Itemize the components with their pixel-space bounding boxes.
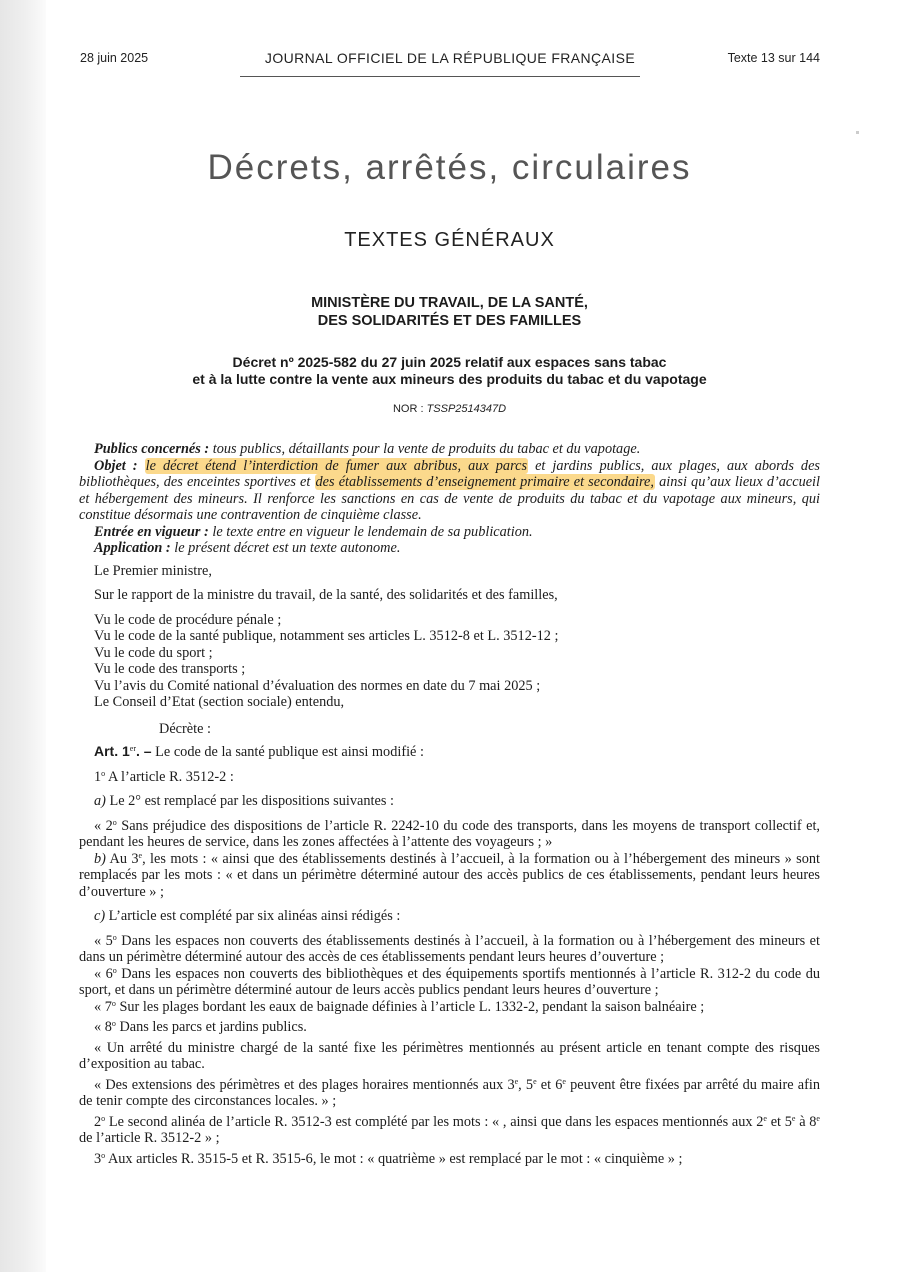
- summary-entree: [79, 524, 820, 541]
- a-quote-sup: o: [112, 817, 117, 827]
- highlight-1: le décret étend l’interdiction de fumer aux abribus, aux parcs: [145, 457, 528, 474]
- c8-pre: « 8: [94, 1019, 112, 1035]
- item-2-sup: o: [101, 1113, 106, 1123]
- c5-pre: « 5: [94, 932, 113, 949]
- c7-text: Sur les plages bordant les eaux de baignade définies à l’article L. 1332-2, pendant la saison balnéaire ;: [115, 998, 705, 1015]
- summary-objet: [79, 458, 820, 524]
- item-3: [79, 1151, 820, 1168]
- item-a: [79, 793, 820, 810]
- item-b: [79, 851, 820, 901]
- application-label: Application :: [94, 540, 171, 556]
- decrete-line: Décrète :: [159, 720, 211, 737]
- objet-text-1: et jardins publics, aux plages, aux abords des bibliothèques, des enceintes sportives et: [79, 457, 820, 490]
- ext-mid-2: et 6: [536, 1076, 563, 1093]
- ext-sup-3: e: [562, 1076, 566, 1086]
- item-b-label: b): [94, 850, 106, 867]
- decree-title-line-2: et à la lutte contre la vente aux mineurs des produits du tabac et du vapotage: [192, 371, 707, 387]
- item-2-sup-2: e: [791, 1113, 796, 1123]
- entree-text: le texte entre en vigueur le lendemain de sa publication.: [208, 523, 533, 540]
- item-c-arrete: « Un arrêté du ministre chargé de la santé fixe les périmètres mentionnés au présent article en tenant compte des risques d’exposition au tabac.: [79, 1039, 820, 1072]
- header-text-counter: Texte 13 sur 144: [727, 51, 820, 65]
- header-date: 28 juin 2025: [80, 51, 149, 65]
- item-2-mid: et 5: [766, 1113, 792, 1130]
- c6-pre: « 6: [94, 965, 113, 982]
- objet-label: Objet :: [94, 457, 138, 474]
- vu-line-5: Vu l’avis du Comité national d’évaluation des normes en date du 7 mai 2025 ;: [94, 677, 541, 694]
- ext-mid-1: , 5: [518, 1076, 534, 1093]
- nor-reference: [0, 403, 899, 415]
- art-label-sup: er: [129, 744, 137, 753]
- item-1-sup: o: [101, 768, 106, 778]
- premier-ministre: Le Premier ministre,: [94, 562, 212, 579]
- item-b-text: , les mots : « ainsi que des établissements destinés à l’accueil, à la formation ou à l’hébergement des mineurs » sont remplacés par les mots : « et dans un périmètre déterminé autour des accès publics de ces établissements, pendant leurs heures d’ouverture » ;: [79, 850, 820, 900]
- summary-application: [79, 540, 820, 557]
- item-b-sup: e: [138, 850, 143, 860]
- item-1: [79, 769, 820, 786]
- item-a-label: a): [94, 793, 106, 809]
- c5-text: Dans les espaces non couverts des établissements destinés à l’accueil, à la formation ou à l’hébergement des mineurs et dans un périmètre déterminé autour des accès de ces établissements pendant leurs heures d’ouverture ;: [79, 932, 821, 965]
- entree-label: Entrée en vigueur :: [94, 523, 209, 540]
- item-2-end: de l’article R. 3512-2 » ;: [79, 1130, 220, 1146]
- ministry-line-1: MINISTÈRE DU TRAVAIL, DE LA SANTÉ,: [311, 295, 588, 311]
- header-rule: [240, 76, 640, 77]
- item-1-text: A l’article R. 3512-2 :: [105, 768, 234, 785]
- article-1-heading: [79, 743, 820, 761]
- a-quote-text: Sans préjudice des dispositions de l’article R. 2242-10 du code des transports, dans les moyens de transport collectif et, pendant les heures de service, dans les zones affectées à l’attente des voyageurs ; »: [79, 817, 820, 850]
- summary-publics: [79, 441, 820, 458]
- ext-sup-1: e: [514, 1076, 519, 1086]
- decree-text: [79, 563, 820, 1168]
- item-2: [79, 1114, 820, 1147]
- vu-line-1: Vu le code de procédure pénale ;: [94, 611, 282, 628]
- vu-line-4: Vu le code des transports ;: [94, 661, 246, 677]
- item-c-label: c): [94, 908, 106, 924]
- item-b-pre: Au 3: [105, 850, 139, 867]
- ext-pre: « Des extensions des périmètres et des plages horaires mentionnés aux 3: [94, 1076, 515, 1093]
- document-body: [79, 441, 820, 1171]
- objet-text-2: ainsi qu’aux lieux d’accueil et hébergement des mineurs. Il renforce les sanctions en cas de vente de produits du tabac et du vapotage aux mineurs, qui constitue désormais une contravention de cinquième classe.: [79, 474, 821, 523]
- item-3-num: 3: [94, 1150, 102, 1167]
- nor-value: TSSP2514347D: [426, 403, 507, 415]
- conseil-line: Le Conseil d’Etat (section sociale) entendu,: [94, 694, 345, 710]
- item-2-sup-1: e: [763, 1113, 767, 1123]
- c5-sup: o: [112, 932, 117, 942]
- art-label-end: . –: [136, 743, 152, 759]
- vu-line-2: Vu le code de la santé publique, notamment ses articles L. 3512-8 et L. 3512-12 ;: [94, 628, 559, 644]
- c7-pre: « 7: [94, 998, 112, 1015]
- item-2-sup-3: e: [816, 1113, 820, 1123]
- ministry-heading: [0, 294, 899, 330]
- item-3-sup: o: [101, 1150, 106, 1160]
- item-2-pre: Le second alinéa de l’article R. 3512-3 est complété par les mots : « , ainsi que dans les espaces mentionnés aux 2: [105, 1113, 764, 1130]
- subsection-title: TEXTES GÉNÉRAUX: [344, 229, 555, 251]
- nor-label: NOR :: [392, 403, 427, 415]
- article-1-label: [94, 744, 152, 760]
- rapport-line: Sur le rapport de la ministre du travail, de la santé, des solidarités et des familles,: [94, 587, 558, 603]
- c6-text: Dans les espaces non couverts des bibliothèques et des équipements sportifs mentionnés à l’article R. 312-2 du code du sport, et dans un périmètre déterminé autour de leurs accès publics pendant leurs heures d’ouverture ;: [79, 965, 820, 998]
- item-c-extensions: [79, 1077, 820, 1110]
- item-c-8: [79, 1019, 820, 1036]
- item-2-mid-2: à 8: [795, 1113, 817, 1130]
- decree-title: [0, 354, 899, 388]
- c7-sup: o: [111, 998, 116, 1008]
- highlight-2: des établissements d’enseignement primaire et secondaire,: [315, 474, 654, 490]
- c8-sup: o: [111, 1019, 116, 1028]
- ext-end: peuvent être fixées par arrêté du maire afin de tenir compte des circonstances locales. » ;: [79, 1076, 820, 1109]
- c8-text: Dans les parcs et jardins publics.: [115, 1019, 307, 1035]
- article-1-intro: Le code de la santé publique est ainsi modifié :: [151, 744, 424, 760]
- decree-title-line-1: Décret nº 2025-582 du 27 juin 2025 relatif aux espaces sans tabac: [232, 354, 667, 370]
- item-3-text: Aux articles R. 3515-5 et R. 3515-6, le mot : « quatrième » est remplacé par le mot : « cinquième » ;: [105, 1150, 683, 1167]
- item-a-quote: [79, 818, 820, 851]
- ext-sup-2: e: [533, 1076, 537, 1086]
- vu-line-3: Vu le code du sport ;: [94, 644, 213, 661]
- header-journal-name: JOURNAL OFFICIEL DE LA RÉPUBLIQUE FRANÇAISE: [264, 50, 636, 66]
- publics-label: Publics concernés :: [94, 441, 210, 457]
- item-c-6: [79, 966, 820, 999]
- a-quote-pre: « 2: [94, 817, 113, 834]
- ministry-line-2: DES SOLIDARITÉS ET DES FAMILLES: [317, 313, 582, 329]
- decree-summary: [79, 441, 820, 557]
- item-c-text: L’article est complété par six alinéas ainsi rédigés :: [105, 908, 401, 924]
- item-c: [79, 908, 820, 925]
- publics-text: tous publics, détaillants pour la vente de produits du tabac et du vapotage.: [209, 441, 641, 457]
- section-title: Décrets, arrêtés, circulaires: [207, 148, 692, 187]
- item-1-num: 1: [94, 768, 102, 785]
- item-c-7: [79, 999, 820, 1016]
- c6-sup: o: [112, 965, 117, 975]
- item-a-text: Le 2° est remplacé par les dispositions suivantes :: [105, 793, 394, 809]
- art-label-text: Art. 1: [94, 743, 130, 759]
- item-2-num: 2: [94, 1113, 102, 1130]
- item-c-5: [79, 933, 820, 966]
- application-text: le présent décret est un texte autonome.: [170, 540, 401, 556]
